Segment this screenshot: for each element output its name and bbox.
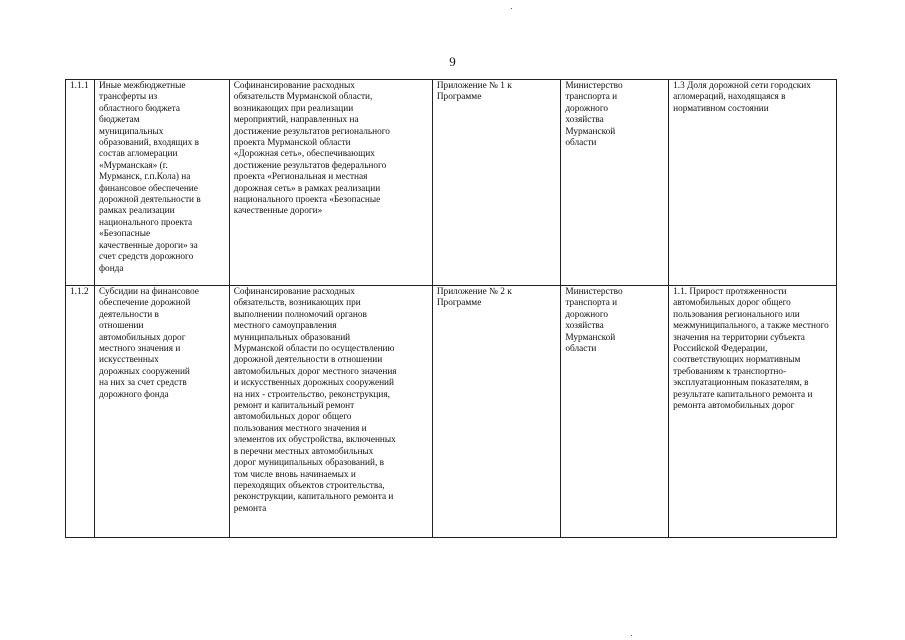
page-number: 9	[449, 54, 456, 69]
appendix-reference-cell: Приложение № 1 к Программе	[432, 80, 561, 286]
measure-description-cell: Софинансирование расходных обязательств Мурманской области, возникающих при реализации мероприятий, направленных на достижение результатов регионального проекта Мурманской области «Дорожная сеть», обеспечивающих достижение результатов федерального проекта «Региональная и местная дорожная сеть» в рамках реализации национального проекта «Безопасные качественные дороги»	[229, 80, 432, 286]
table-row	[66, 80, 837, 286]
measure-name-cell: Субсидии на финансовое обеспечение дорожной деятельности в отношении автомобильных дорог местного значения и искусственных дорожных сооружений на них за счет средств дорожного фонда	[95, 286, 230, 538]
executor-cell: Министерство транспорта и дорожного хозяйства Мурманской области	[561, 286, 669, 538]
scan-speck	[511, 8, 512, 9]
measure-description-cell: Софинансирование расходных обязательств, возникающих при выполнении полномочий органов местного самоуправления муниципальных образований Мурманской области по осуществлению дорожной деятельности в отношении автомобильных дорог местного значения и искусственных дорожных сооружений на них - строительство, реконструкция, ремонт и капитальный ремонт автомобильных дорог общего пользования местного значения и элементов их обустройства, включенных в перечни местных автомобильных дорог муниципальных образований, в том числе вновь начинаемых и переходящих объектов строительства, реконструкции, капитального ремонта и ремонта	[229, 286, 432, 538]
indicator-cell: 1.1. Прирост протяженности автомобильных дорог общего пользования регионального или межмуниципального, а также местного значения на территории субъекта Российской Федерации, соответствующих нормативным требованиям к транспортно- эксплуатационным показателям, в результате капитального ремонта и ремонта автомобильных дорог	[669, 286, 837, 538]
executor-cell: Министерство транспорта и дорожного хозяйства Мурманской области	[561, 80, 669, 286]
scan-speck	[631, 635, 632, 636]
row-number-cell: 1.1.1	[66, 80, 95, 286]
table-row	[66, 286, 837, 538]
measure-name-cell: Иные межбюджетные трансферты из областного бюджета бюджетам муниципальных образований, входящих в состав агломерации «Мурманская» (г. Мурманск, г.п.Кола) на финансовое обеспечение дорожной деятельности в рамках реализации национального проекта «Безопасные качественные дороги» за счет средств дорожного фонда	[95, 80, 230, 286]
indicator-cell: 1.3 Доля дорожной сети городских агломераций, находящаяся в нормативном состоянии	[669, 80, 837, 286]
measures-table	[65, 79, 837, 538]
row-number-cell: 1.1.2	[66, 286, 95, 538]
appendix-reference-cell: Приложение № 2 к Программе	[432, 286, 561, 538]
